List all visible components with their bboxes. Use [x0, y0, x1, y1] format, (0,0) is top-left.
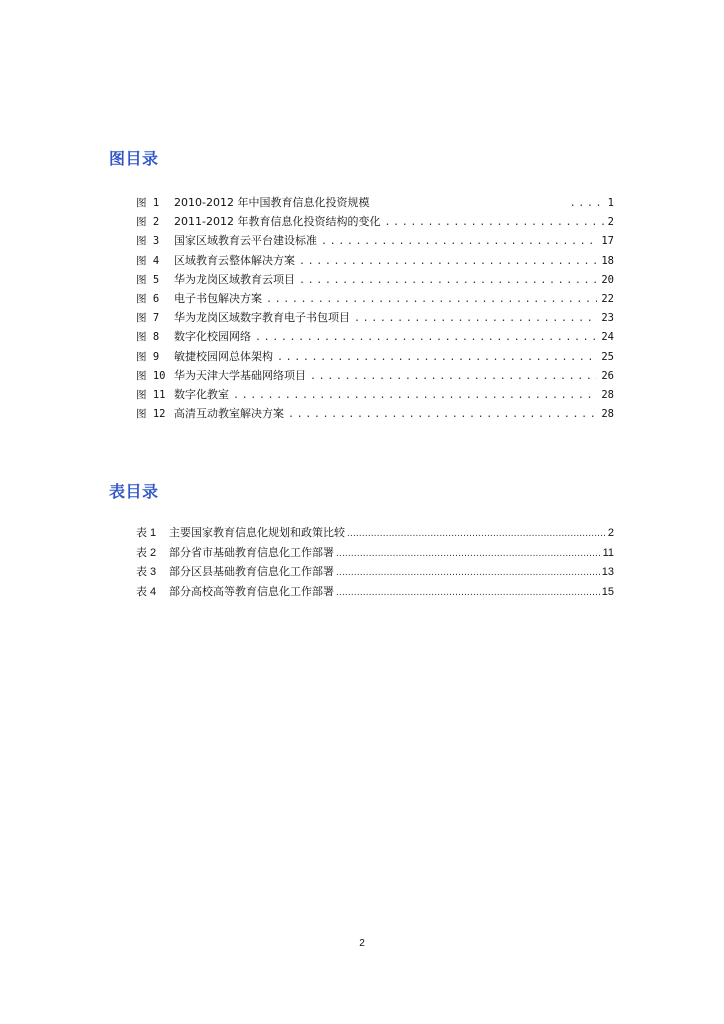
entry-title: 部分区县基础教育信息化工作部署	[169, 566, 334, 578]
table-toc-list	[136, 524, 614, 602]
entry-page: 11	[602, 546, 614, 559]
dot-leader	[277, 348, 597, 367]
entry-title: 电子书包解决方案	[174, 291, 262, 305]
entry-prefix: 表 2	[136, 546, 157, 559]
entry-prefix: 图 12	[136, 408, 166, 421]
entry-page: 28	[601, 388, 614, 401]
entry-title: 数字化校园网络	[174, 330, 251, 344]
entry-page: 15	[601, 585, 614, 598]
entry-prefix: 图 4	[136, 254, 160, 267]
table-toc-entry[interactable]	[136, 524, 614, 544]
table-toc-entry[interactable]	[136, 583, 614, 603]
dot-leader	[354, 309, 597, 328]
figure-toc-entry[interactable]	[136, 327, 614, 346]
dot-leader	[336, 583, 601, 603]
entry-prefix: 表 3	[136, 566, 157, 578]
entry-title: 华为龙岗区域数字教育电子书包项目	[174, 311, 350, 325]
dot-leader	[266, 290, 597, 309]
figure-toc-entry[interactable]	[136, 308, 614, 327]
page-number: 2	[359, 938, 365, 949]
dot-leader	[299, 252, 597, 271]
dot-leader	[310, 367, 597, 386]
entry-title: 2010-2012 年中国教育信息化投资规模	[174, 196, 370, 209]
dot-leader	[347, 524, 607, 544]
entry-page: 17	[601, 235, 614, 248]
entry-title: 高清互动教室解决方案	[174, 407, 284, 421]
entry-prefix: 图 3	[136, 235, 160, 248]
entry-title: 国家区域教育云平台建设标准	[174, 234, 317, 248]
entry-prefix: 表 4	[136, 585, 157, 598]
entry-page: 26	[601, 369, 614, 382]
entry-page: 2	[607, 216, 614, 229]
entry-prefix: 图 9	[136, 350, 160, 363]
dot-leader	[336, 563, 601, 583]
entry-page: 18	[601, 254, 614, 267]
figure-toc-entry[interactable]	[136, 347, 614, 366]
dot-leader	[233, 386, 597, 405]
figure-toc-heading: 图目录	[109, 149, 159, 168]
dot-leader	[299, 271, 597, 290]
entry-page: 13	[601, 566, 614, 578]
entry-title: 部分高校高等教育信息化工作部署	[169, 585, 334, 598]
figure-toc-entry[interactable]	[136, 270, 614, 289]
entry-title: 敏捷校园网总体架构	[174, 349, 273, 363]
entry-title: 数字化教室	[174, 387, 229, 401]
entry-prefix: 表 1	[136, 527, 157, 539]
entry-page: 24	[601, 331, 614, 344]
dot-leader	[384, 213, 603, 232]
figure-toc-entry[interactable]	[136, 289, 614, 308]
entry-title: 2011-2012 年教育信息化投资结构的变化	[174, 215, 381, 229]
entry-title: 华为天津大学基础网络项目	[174, 368, 306, 382]
entry-prefix: 图 8	[136, 331, 160, 344]
figure-toc-entry[interactable]	[136, 212, 614, 231]
entry-prefix: 图 11	[136, 388, 166, 401]
dot-leader	[255, 328, 597, 347]
entry-title: 区域教育云整体解决方案	[174, 253, 295, 267]
entry-prefix: 图 5	[136, 273, 160, 286]
figure-toc-list	[136, 193, 614, 423]
entry-page: 23	[601, 312, 614, 325]
entry-title: 主要国家教育信息化规划和政策比较	[169, 527, 345, 539]
entry-title: 部分省市基础教育信息化工作部署	[169, 546, 334, 559]
figure-toc-entry[interactable]	[136, 404, 614, 423]
entry-prefix: 图 2	[136, 216, 160, 229]
figure-toc-entry[interactable]	[136, 231, 614, 250]
dot-leader	[336, 544, 602, 564]
figure-toc-entry[interactable]	[136, 366, 614, 385]
entry-page: 2	[607, 527, 614, 539]
table-toc-entry[interactable]	[136, 544, 614, 564]
entry-prefix: 图 1	[136, 197, 160, 209]
dot-leader	[570, 194, 604, 213]
table-toc-heading: 表目录	[109, 482, 159, 501]
entry-page: 1	[607, 197, 614, 209]
dot-leader	[288, 405, 597, 424]
entry-page: 20	[601, 273, 614, 286]
entry-title: 华为龙岗区域教育云项目	[174, 272, 295, 286]
entry-page: 22	[601, 292, 614, 305]
dot-leader	[321, 232, 597, 251]
entry-prefix: 图 6	[136, 292, 160, 305]
entry-prefix: 图 10	[136, 369, 166, 382]
table-toc-entry[interactable]	[136, 563, 614, 583]
figure-toc-entry[interactable]	[136, 251, 614, 270]
entry-page: 25	[601, 350, 614, 363]
figure-toc-entry[interactable]	[136, 385, 614, 404]
entry-page: 28	[601, 408, 614, 421]
entry-prefix: 图 7	[136, 312, 160, 325]
figure-toc-entry[interactable]	[136, 193, 614, 212]
